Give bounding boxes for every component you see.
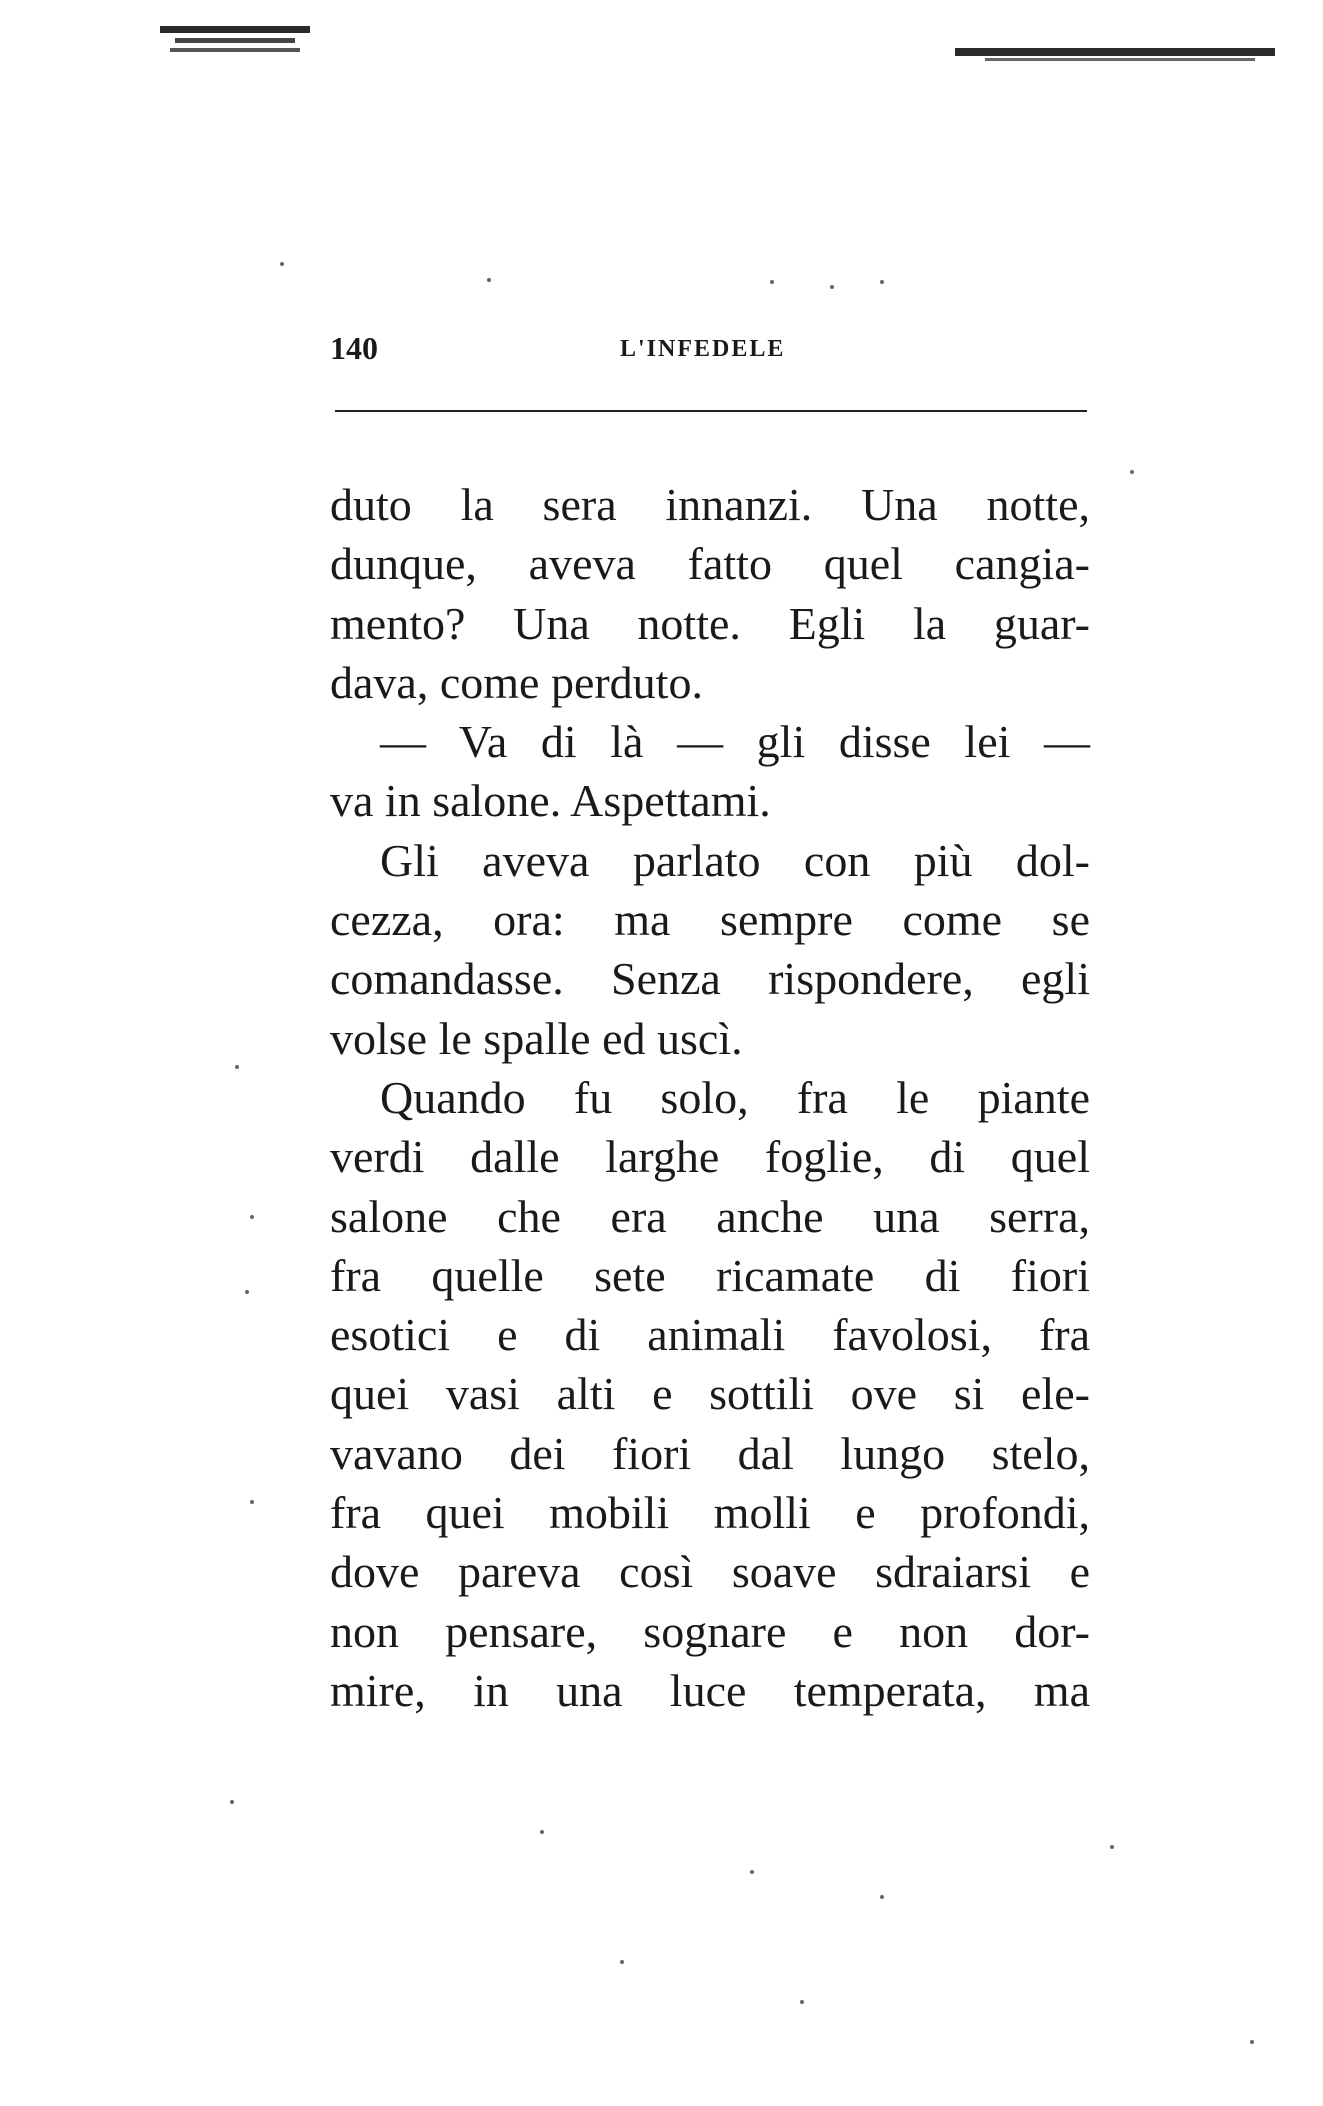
scan-speck — [250, 1500, 254, 1504]
text-line: Gli aveva parlato con più dol- — [380, 834, 1090, 886]
scan-speck — [245, 1290, 249, 1294]
header-rule — [335, 410, 1087, 412]
scan-speck — [230, 1800, 234, 1804]
scan-artifact — [175, 38, 295, 43]
scan-artifact — [955, 48, 1275, 56]
text-line: verdi dalle larghe foglie, di quel — [330, 1131, 1090, 1183]
text-line: non pensare, sognare e non dor- — [330, 1605, 1090, 1657]
page-number: 140 — [330, 330, 378, 366]
scan-speck — [1110, 1845, 1114, 1849]
text-line: va in salone. Aspettami. — [330, 775, 771, 827]
scan-speck — [620, 1960, 624, 1964]
text-line: mire, in una luce temperata, ma — [330, 1664, 1090, 1716]
text-line: fra quelle sete ricamate di fiori — [330, 1249, 1090, 1301]
scan-speck — [540, 1830, 544, 1834]
scan-speck — [1250, 2040, 1254, 2044]
scan-speck — [235, 1065, 239, 1069]
text-line: — Va di là — gli disse lei — — [380, 716, 1090, 768]
scan-artifact — [985, 58, 1255, 61]
text-line: dava, come perduto. — [330, 656, 703, 708]
scan-speck — [770, 280, 774, 284]
scan-speck — [880, 280, 884, 284]
running-title: L'INFEDELE — [620, 336, 786, 362]
text-line: vavano dei fiori dal lungo stelo, — [330, 1427, 1090, 1479]
text-line: cezza, ora: ma sempre come se — [330, 894, 1090, 946]
text-line: mento? Una notte. Egli la guar- — [330, 597, 1090, 649]
text-line: Quando fu solo, fra le piante — [380, 1071, 1090, 1123]
scan-artifact — [160, 26, 310, 33]
text-line: duto la sera innanzi. Una notte, — [330, 479, 1090, 530]
text-line: comandasse. Senza rispondere, egli — [330, 953, 1090, 1005]
scan-speck — [750, 1870, 754, 1874]
scan-speck — [830, 285, 834, 289]
text-line: esotici e di animali favolosi, fra — [330, 1309, 1090, 1361]
text-line: dove pareva così soave sdraiarsi e — [330, 1546, 1090, 1598]
text-line: volse le spalle ed uscì. — [330, 1012, 743, 1064]
scan-speck — [487, 278, 491, 282]
scan-speck — [880, 1895, 884, 1899]
scan-speck — [250, 1215, 254, 1219]
text-line: dunque, aveva fatto quel cangia- — [330, 538, 1090, 590]
text-line: salone che era anche una serra, — [330, 1190, 1090, 1242]
scan-speck — [800, 2000, 804, 2004]
scan-speck — [1130, 470, 1134, 474]
body-text — [330, 475, 1090, 1720]
text-line: fra quei mobili molli e profondi, — [330, 1487, 1090, 1539]
text-line: quei vasi alti e sottili ove si ele- — [330, 1368, 1090, 1420]
scan-speck — [280, 262, 284, 266]
running-head — [330, 330, 1090, 380]
scan-artifact — [170, 48, 300, 52]
